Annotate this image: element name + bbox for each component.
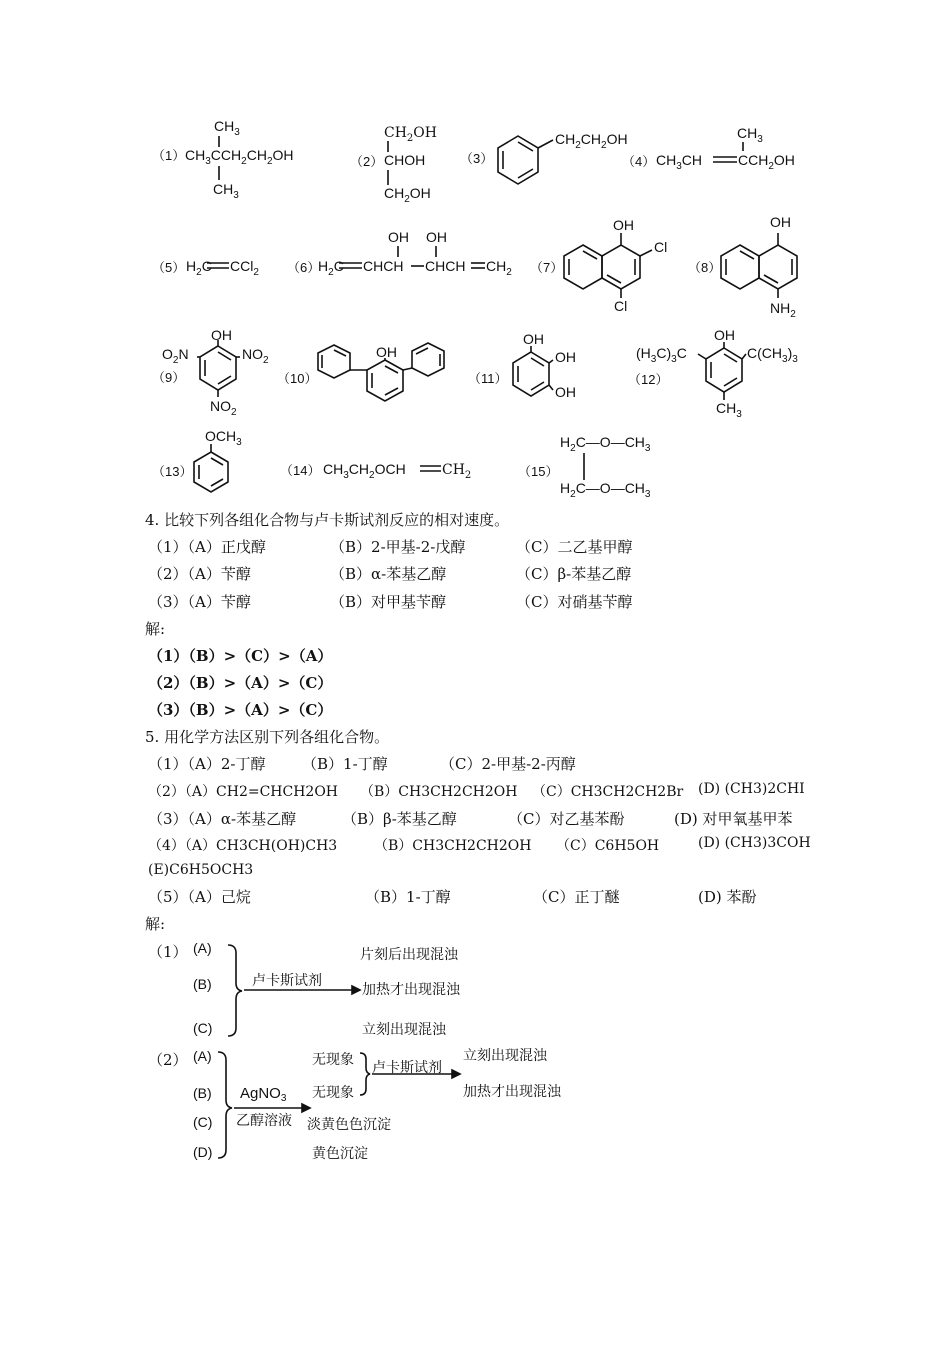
svg-text:OH: OH (555, 349, 576, 365)
scheme1-result-a: 片刻后出现混浊 (360, 947, 458, 963)
q5-r3-c: （C）对乙基苯酚 (508, 810, 625, 828)
q5-r5-a: （5）（A）己烷 (148, 888, 251, 906)
scheme2-mid-b: 无现象 (312, 1085, 354, 1101)
s5-num: （5） (152, 260, 186, 275)
svg-text:(H3C)3C: $(H_3C)_3C$ (636, 345, 687, 365)
structures-drawing (0, 0, 950, 520)
q5-r5-c: （C）正丁醚 (533, 888, 620, 906)
scheme2-reagent-bot: 乙醇溶液 (236, 1113, 292, 1129)
s12-num: （12） (628, 372, 669, 387)
q4-title: 4. 比较下列各组化合物与卢卡斯试剂反应的相对速度。 (145, 511, 510, 529)
q5-r1-b: （B）1-丁醇 (302, 755, 388, 773)
svg-text:CH2OH: $CH_2OH$ (384, 185, 431, 205)
svg-text:H2C—O—CH3: $H_2C—O—CH_3$ (560, 434, 651, 454)
q4-row1-c: （C）二乙基甲醇 (516, 538, 633, 556)
q4-row3-c: （C）对硝基苄醇 (516, 593, 633, 611)
q5-solution-label: 解: (145, 915, 166, 933)
svg-text:H2C—O—CH3: $H_2C—O—CH_3$ (560, 480, 651, 500)
scheme2-reagent2: 卢卡斯试剂 (372, 1060, 442, 1076)
svg-text:NO2: $NO_2$ (242, 346, 269, 366)
svg-text:OH: OH (714, 327, 735, 343)
q4-row2-c: （C）β-苯基乙醇 (516, 565, 632, 583)
svg-text:OH: OH (376, 344, 397, 360)
q4-row1-b: （B）2-甲基-2-戊醇 (330, 538, 466, 556)
q5-r4-a: （4）（A）CH3CH(OH)CH3 (148, 838, 338, 854)
q4-row2-a: （2）（A）苄醇 (148, 565, 251, 583)
svg-text:OH: OH (770, 214, 791, 230)
q5-r3-a: （3）（A）α-苯基乙醇 (148, 810, 297, 828)
svg-text:CH2CH2OH: $CH_2CH_2OH$ (555, 131, 628, 151)
svg-text:CH3: $CH_3$ (737, 125, 763, 145)
s6-num: （6） (287, 260, 321, 275)
q4-row2-b: （B）α-苯基乙醇 (330, 565, 447, 583)
scheme2-label-d: (D) (193, 1144, 213, 1160)
svg-text:H2C: $H_2C$ (318, 258, 344, 278)
scheme2-reagent-top: AgNO$_3$ (240, 1085, 287, 1104)
q5-r2-d: (D) (CH3)2CHI (698, 781, 805, 797)
scheme2-mid-d: 黄色沉淀 (312, 1146, 368, 1162)
s2-num: （2） (350, 154, 384, 169)
svg-text:NO2: $NO_2$ (210, 398, 237, 418)
q5-r4-c: （C）C6H5OH (556, 838, 660, 854)
q4-solution-label: 解: (145, 620, 166, 638)
svg-text:CH3CH: $CH_3CH$ (656, 152, 703, 172)
scheme1-result-b: 加热才出现混浊 (362, 982, 460, 998)
s10-num: （10） (277, 371, 318, 386)
s4-num: （4） (622, 154, 656, 169)
svg-text:O2N: $O_2N$ (162, 346, 189, 366)
svg-text:OH: OH (555, 384, 576, 400)
s9-num: （9） (152, 370, 186, 385)
q4-row1-a: （1）（A）正戊醇 (148, 538, 266, 556)
svg-text:Cl: Cl (614, 298, 628, 314)
scheme1-label-a: (A) (193, 940, 212, 956)
scheme1-reagent: 卢卡斯试剂 (252, 973, 322, 989)
q5-r5-b: （B）1-丁醇 (365, 888, 451, 906)
svg-text:OH: OH (426, 229, 447, 245)
s14-num: （14） (280, 463, 321, 478)
scheme2-result-a: 立刻出现混浊 (463, 1048, 547, 1064)
scheme2-label-c: (C) (193, 1114, 213, 1130)
q5-r4-e: (E)C6H5OCH3 (148, 862, 254, 878)
s11-num: （11） (468, 371, 508, 386)
svg-text:OH: OH (388, 229, 409, 245)
svg-text:CHOH: CHOH (384, 152, 426, 168)
s13-num: （13） (152, 464, 193, 479)
q4-answer-3: （3）（B）>（A）>（C） (148, 701, 333, 719)
q5-r4-d: (D) (CH3)3COH (698, 835, 811, 851)
q5-r5-d: (D) 苯酚 (698, 888, 757, 906)
q5-r2-c: （C）CH3CH2CH2Br (532, 784, 684, 800)
q5-r2-a: （2）（A）CH2=CHCH2OH (148, 784, 339, 800)
q4-answer-1: （1）（B）>（C）>（A） (148, 647, 333, 665)
s1-me-bot: $CH_3$ (213, 181, 239, 201)
svg-text:OCH3: $OCH_3$ (205, 428, 242, 448)
scheme2-result-b: 加热才出现混浊 (463, 1084, 561, 1100)
q5-r4-b: （B）CH3CH2CH2OH (374, 838, 532, 854)
svg-text:CH2: $CH_2$ (442, 462, 472, 481)
q5-r3-d: (D) 对甲氧基甲苯 (674, 810, 793, 828)
svg-text:OH: OH (613, 217, 634, 233)
q5-title: 5. 用化学方法区别下列各组化合物。 (145, 728, 390, 746)
svg-text:CH3CH2OCH: $CH_3CH_2OCH$ (323, 461, 406, 481)
svg-text:OH: OH (211, 327, 232, 343)
scheme1-label-b: (B) (193, 976, 212, 992)
svg-text:CCl2: CCl$_2$ (230, 258, 259, 278)
q5-r1-a: （1）（A）2-丁醇 (148, 755, 266, 773)
svg-text:CH2: $CH_2$ (486, 258, 512, 278)
scheme2-label-b: (B) (193, 1085, 212, 1101)
svg-text:Cl: Cl (654, 239, 668, 255)
svg-text:CH2OH: $CH_2OH$ (384, 125, 437, 144)
q5-r1-c: （C）2-甲基-2-丙醇 (440, 755, 576, 773)
q4-row3-b: （B）对甲基苄醇 (330, 593, 447, 611)
svg-text:CCH2OH: $CCH_2OH$ (738, 152, 795, 172)
scheme2-label-a: (A) (193, 1048, 212, 1064)
q5-r2-b: （B）CH3CH2CH2OH (360, 784, 518, 800)
scheme2-mid-c: 淡黄色色沉淀 (307, 1117, 391, 1133)
svg-text:CHCH: CHCH (425, 258, 466, 274)
q4-answer-2: （2）（B）>（A）>（C） (148, 674, 333, 692)
svg-text:OH: OH (523, 331, 544, 347)
scheme2-num: （2） (148, 1051, 188, 1069)
q4-row3-a: （3）（A）苄醇 (148, 593, 251, 611)
svg-text:CH3: $CH_3$ (716, 400, 742, 420)
scheme2-mid-a: 无现象 (312, 1052, 354, 1068)
svg-text:C(CH3)3: $C(CH_3)_3$ (747, 345, 798, 365)
svg-text:H2C: $H_2C$ (186, 258, 212, 278)
s7-num: （7） (530, 260, 564, 275)
s3-num: （3） (460, 151, 494, 166)
s8-num: （8） (688, 260, 722, 275)
svg-text:CHCH: CHCH (363, 258, 404, 274)
scheme1-result-c: 立刻出现混浊 (362, 1022, 446, 1038)
s15-num: （15） (518, 464, 559, 479)
q5-r3-b: （B）β-苯基乙醇 (342, 810, 457, 828)
s1-me-top: $CH_3$ (214, 118, 240, 138)
s1-num: （1） (152, 148, 186, 163)
svg-text:NH2: $NH_2$ (770, 300, 796, 320)
scheme1-num: （1） (148, 943, 188, 961)
scheme1-label-c: (C) (193, 1020, 213, 1036)
s1-formula: $CH_3CCH_2CH_2OH$ (185, 147, 294, 167)
